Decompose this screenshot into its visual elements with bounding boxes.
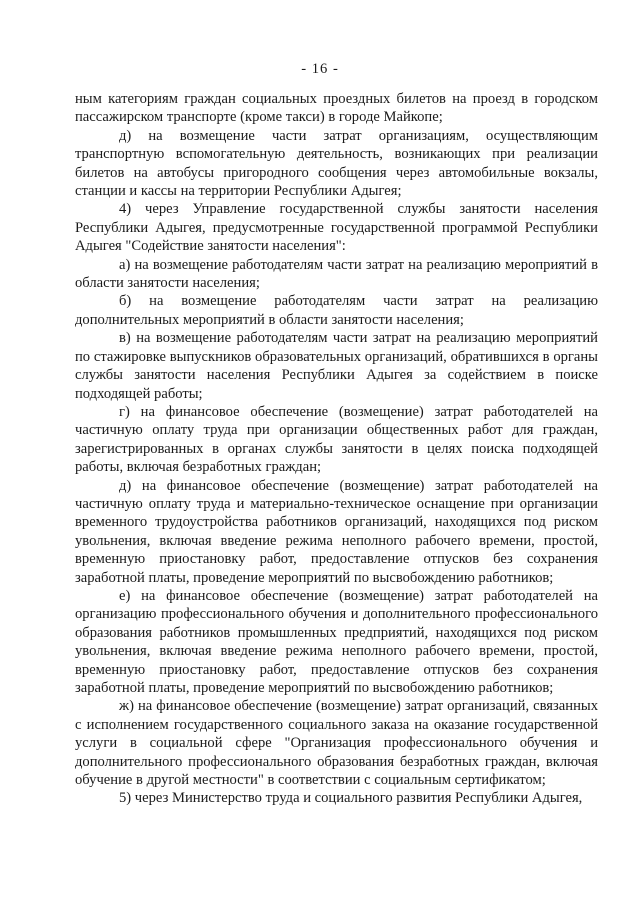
paragraph-item-g: г) на финансовое обеспечение (возмещение) затрат работодателей на частичную оплату труда при организации общественных работ для граждан, зарегистрированных в органах службы занятости в целях поиска подходящей работы, включая безработных граждан; (75, 403, 598, 476)
paragraph-item-5-ministry: 5) через Министерство труда и социального развития Республики Адыгея, (119, 790, 583, 807)
page-number: - 16 - (301, 61, 339, 77)
paragraph-item-d: д) на финансовое обеспечение (возмещение) затрат работодателей на частичную оплату труда и материально-техническое оснащение при организации временного трудоустройства работников организаций, находящихся под риском увольнения, включая введение режима неполного рабочего времени, простой, временную приостановку работ, предоставление отпусков без сохранения заработной платы, проведение мероприятий по высвобождению работников; (75, 477, 598, 586)
paragraph-item-e: е) на финансовое обеспечение (возмещение) затрат работодателей на организацию профессионального обучения и дополнительного профессионального образования работников промышленных предприятий, находящихся под риском увольнения, включая введение режима неполного рабочего времени, простой, временную приостановку работ, предоставление отпусков без сохранения заработной платы, проведение мероприятий по высвобождению работников; (75, 587, 598, 696)
paragraph-item-d-transport: д) на возмещение части затрат организациям, осуществляющим транспортную вспомогательную деятельность, возникающих при реализации билетов на автобусы пригородного сообщения через автомобильные вокзалы, станции и кассы на территории Республики Адыгея; (75, 127, 598, 200)
paragraph-item-b: б) на возмещение работодателям части затрат на реализацию дополнительных мероприятий в области занятости населения; (75, 293, 598, 328)
paragraph-continuation: ным категориям граждан социальных проездных билетов на проезд в городском пассажирском транспорте (кроме такси) в городе Майкопе; (75, 91, 598, 126)
paragraph-item-v: в) на возмещение работодателям части затрат на реализацию мероприятий по стажировке выпускников образовательных организаций, обратившихся в органы службы занятости населения Республики Адыгея за содействием в поиске подходящей работы; (75, 330, 598, 402)
paragraph-item-a: а) на возмещение работодателям части затрат на реализацию мероприятий в области занятости населения; (75, 256, 598, 292)
paragraph-item-4-employment-service: 4) через Управление государственной службы занятости населения Республики Адыгея, предусмотренные государственной программой Республики Адыгея "Содействие занятости населения": (75, 201, 598, 255)
document-body (75, 90, 598, 808)
paragraph-item-zh: ж) на финансовое обеспечение (возмещение) затрат организаций, связанных с исполнением государственного социального заказа на оказание государственной услуги в социальной сфере "Организация профессионального обучения и дополнительного профессионального образования безработных граждан, включая обучение в другой местности" в соответствии с социальным сертификатом; (75, 698, 598, 789)
